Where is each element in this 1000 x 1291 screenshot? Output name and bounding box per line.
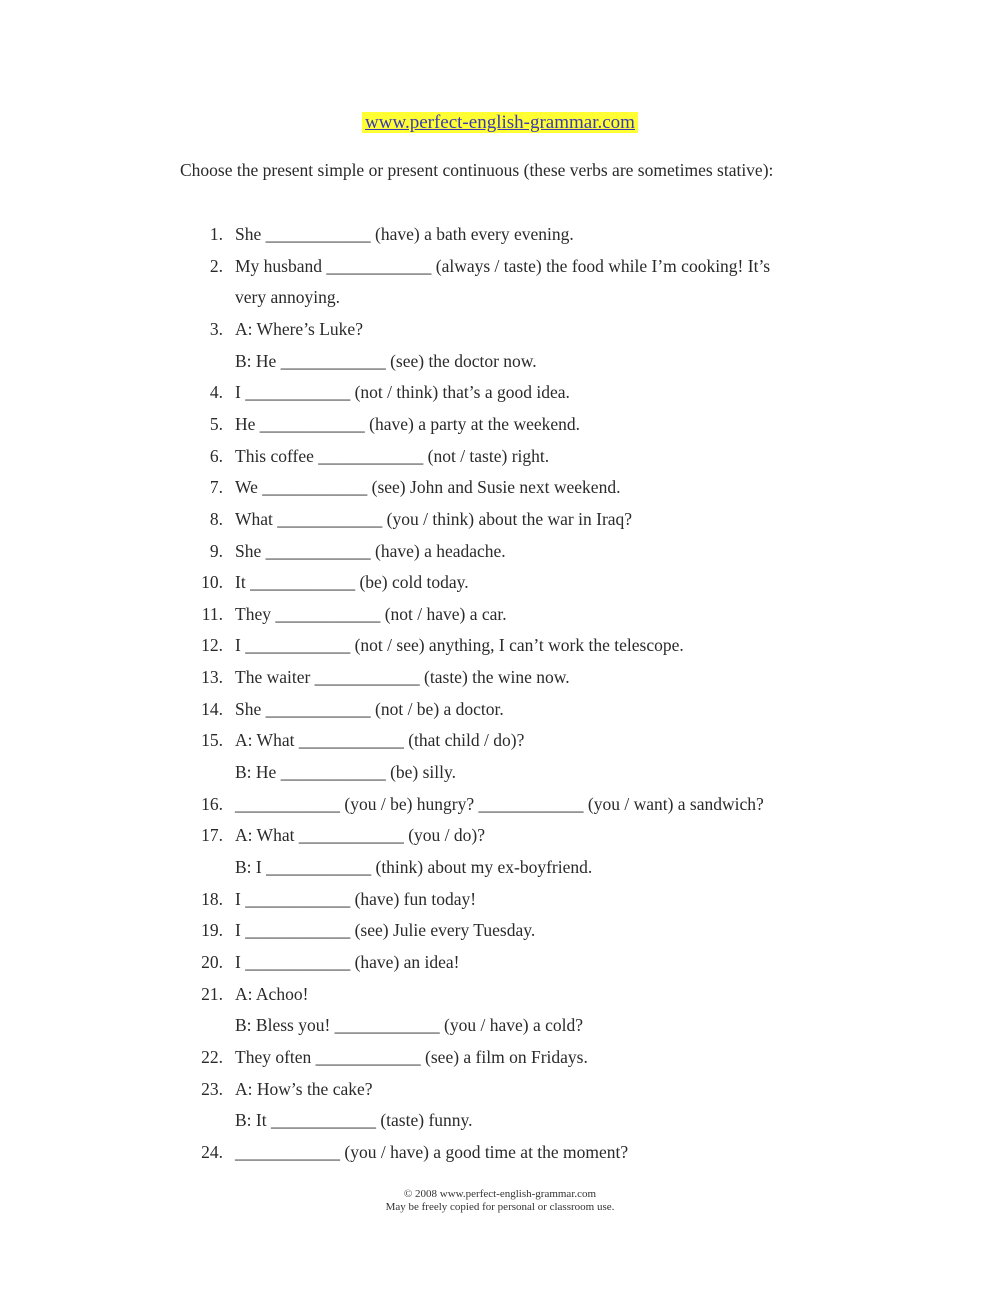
footer-copyright: © 2008 www.perfect-english-grammar.com [403, 1188, 597, 1200]
exercise-item [0, 220, 1000, 248]
exercise-item-continuation [0, 347, 1000, 375]
footer [0, 1188, 1000, 1214]
site-link-container [0, 111, 1000, 135]
exercise-item [0, 537, 1000, 565]
exercise-number: 19. [201, 920, 223, 941]
exercise-text: ____________ (you / have) a good time at the moment? [235, 1141, 629, 1162]
exercise-number: 12. [201, 635, 223, 656]
exercise-item [0, 631, 1000, 659]
exercise-number: 13. [201, 667, 223, 688]
exercise-text: I ____________ (have) an idea! [235, 951, 460, 972]
exercise-number: 17. [201, 825, 223, 846]
exercise-number: 2. [209, 255, 223, 276]
exercise-text: He ____________ (have) a party at the weekend. [235, 413, 581, 434]
exercise-text: ____________ (you / be) hungry? ____________ (you / want) a sandwich? [235, 793, 764, 814]
exercise-item [0, 473, 1000, 501]
exercise-number: 10. [201, 572, 223, 593]
exercise-text: B: I ____________ (think) about my ex-boyfriend. [235, 857, 593, 877]
exercise-item [0, 442, 1000, 470]
exercise-number: 1. [209, 224, 223, 244]
exercise-text: She ____________ (not / be) a doctor. [235, 698, 504, 719]
exercise-text: B: He ____________ (see) the doctor now. [235, 350, 537, 371]
exercise-item [0, 1043, 1000, 1071]
exercise-item-continuation [0, 283, 1000, 311]
exercise-item [0, 378, 1000, 406]
exercise-item [0, 315, 1000, 343]
exercise-item [0, 568, 1000, 596]
exercise-item [0, 252, 1000, 280]
exercise-number: 21. [201, 983, 223, 1004]
exercise-item [0, 663, 1000, 691]
exercise-item-continuation [0, 1106, 1000, 1134]
exercise-item [0, 505, 1000, 533]
exercise-item [0, 980, 1000, 1008]
exercise-number: 14. [201, 698, 223, 719]
exercise-text: B: He ____________ (be) silly. [235, 762, 456, 783]
exercise-item-continuation [0, 853, 1000, 881]
exercise-text: A: What ____________ (you / do)? [235, 825, 485, 846]
exercise-number: 7. [209, 477, 223, 498]
exercise-item [0, 726, 1000, 754]
exercise-text: What ____________ (you / think) about the war in Iraq? [235, 508, 633, 529]
exercise-text: We ____________ (see) John and Susie next weekend. [235, 477, 621, 498]
exercise-number: 8. [209, 508, 223, 529]
exercise-text: A: Achoo! [235, 983, 309, 1004]
exercise-item [0, 1138, 1000, 1166]
footer-license: May be freely copied for personal or classroom use. [385, 1201, 615, 1213]
exercise-text: I ____________ (see) Julie every Tuesday. [235, 920, 536, 941]
exercise-item [0, 885, 1000, 913]
exercise-text: They often ____________ (see) a film on Fridays. [235, 1046, 588, 1067]
exercise-item [0, 916, 1000, 944]
exercise-text: They ____________ (not / have) a car. [235, 603, 507, 624]
exercise-text: B: Bless you! ____________ (you / have) a cold? [235, 1015, 584, 1036]
exercise-number: 11. [201, 603, 223, 624]
exercise-item [0, 948, 1000, 976]
exercise-text: I ____________ (not / see) anything, I can’t work the telescope. [235, 635, 684, 656]
exercise-text: It ____________ (be) cold today. [235, 572, 469, 593]
exercise-number: 20. [201, 951, 223, 972]
exercise-item [0, 600, 1000, 628]
instructions: Choose the present simple or present continuous (these verbs are sometimes stative): [180, 160, 774, 180]
exercise-text: My husband ____________ (always / taste) the food while I’m cooking! It’s [235, 255, 771, 276]
exercise-text: She ____________ (have) a bath every evening. [235, 224, 574, 244]
exercise-item-continuation [0, 1011, 1000, 1039]
site-link[interactable]: www.perfect-english-grammar.com [362, 112, 638, 133]
exercise-number: 16. [201, 793, 223, 814]
exercise-item [0, 821, 1000, 849]
exercise-item [0, 410, 1000, 438]
exercise-text: The waiter ____________ (taste) the wine now. [235, 667, 570, 688]
exercise-item [0, 1075, 1000, 1103]
exercise-number: 9. [209, 540, 223, 561]
exercise-text: very annoying. [235, 287, 340, 308]
exercise-text: A: What ____________ (that child / do)? [235, 730, 525, 751]
exercise-text: A: Where’s Luke? [235, 318, 363, 339]
exercise-number: 6. [209, 445, 223, 466]
exercise-number: 3. [209, 318, 223, 339]
exercise-text: I ____________ (not / think) that’s a good idea. [235, 382, 570, 403]
exercise-text: I ____________ (have) fun today! [235, 888, 477, 909]
exercise-text: B: It ____________ (taste) funny. [235, 1110, 473, 1131]
exercise-number: 5. [209, 413, 223, 434]
exercise-number: 23. [201, 1078, 223, 1099]
exercise-item [0, 790, 1000, 818]
exercise-number: 18. [201, 888, 223, 909]
exercise-number: 4. [209, 382, 223, 403]
exercise-text: She ____________ (have) a headache. [235, 540, 506, 561]
exercise-item-continuation [0, 758, 1000, 786]
exercise-text: This coffee ____________ (not / taste) right. [235, 445, 550, 466]
exercise-number: 15. [201, 730, 223, 751]
exercise-number: 24. [201, 1141, 223, 1162]
exercise-item [0, 695, 1000, 723]
exercise-number: 22. [201, 1046, 223, 1067]
exercise-text: A: How’s the cake? [235, 1078, 373, 1099]
